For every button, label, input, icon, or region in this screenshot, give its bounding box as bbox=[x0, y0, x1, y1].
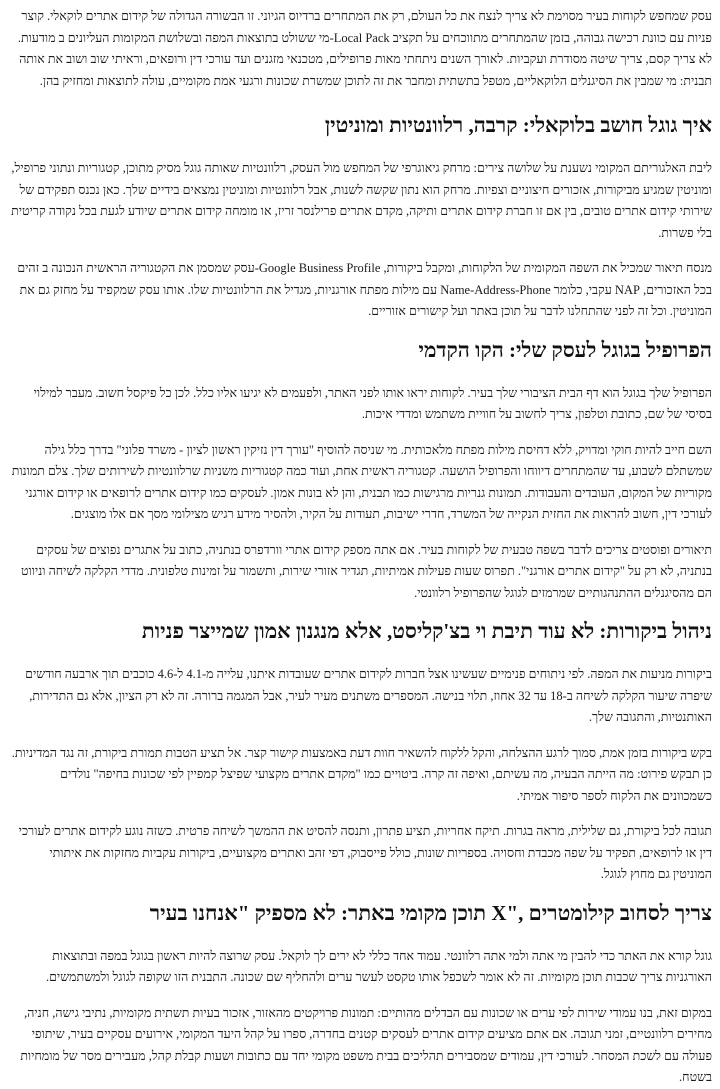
paragraph: ביקורות מניעות את המפה. לפי ניתוחים פנימיים שעשינו אצל חברות לקידום אתרים שעובדות איתנו, עלייה מ-4.1 ל-4.6 כוכבים תוך ארבעה חודשים שיפרה שיעור הקלקה לשיחה ב-18 עד 32 אחוז, תלוי בנישה. המספרים משתנים מעיר לעיר, אבל המגמה ברורה. זה לא רק הציון, אלא גם התדירות, האותנטיות, והתגובה שלך. bbox=[25, 667, 712, 724]
paragraph: השם חייב להיות חוקי ומדויק, ללא דחיסת מילות מפתח מלאכותית. מי שניסה להוסיף "עורך דין נזיקין ראשון לציון - משרד פלוני" בדרך כלל גילה שמשתלם לשבוע, עד שהמתחרים דיווחו והפרופיל הושעה. קטגוריה ראשית אחת, ועוד כמה קטגוריות משניות שרלוונטיות לשירותים שלך. צלם תמונות מקוריות של המקום, העובדים והעבודות. תמונות גנריות מרגישות כמו תבנית, והן לא בונות אמון. לעסקים כמו קידום אתרים לרופאים או קידום אורגני לעורכי דין, חשוב להראות את החזית הנקייה של המשרד, חדרי ישיבות, תעודות על הקיר, ולהסיר מידע רגיש מצילומי מסך אם אלו מוצגים. bbox=[11, 442, 712, 521]
paragraph: תיאורים ופוסטים צריכים לדבר בשפה טבעית של לקוחות בעיר. אם אתה מספק קידום אתרי וורדפרס בנתניה, כתוב על אתגרים נפוצים של עסקים בנתניה, לא רק על "קידום אתרים אורגני". תפרוס שעות פעילות אמיתיות, תגדיר אזורי שירות, ותשמור על זמינות טלפונית. מדדי הקלקה לשיחה וניווט הם מהסיגנלים ההתנהגותיים שמרמזים לגוגל שהפרופיל רלוונטי. bbox=[20, 542, 712, 600]
paragraph: במקום זאת, בנו עמודי שירות לפי ערים או שכונות עם הבדלים מהותיים: תמונות פרויקטים מהאזור, אזכור בעיות תשתית מקומיות, נתיבי גישה, חניה, מחירים רלוונטיים, זמני תגובה. אם אתם מציעים קידום אתרים לעסקים קטנים בחדרה, ספרו על קהל היעד המקומי, אירועים עסקיים בעיר, שיתופי פעולה עם לשכת המסחר. לעורכי דין, עמודים שמסבירים תהליכים בבית משפט מקומי יחד עם כתובות ושעות קבלת קהל, מעבירים מסר של מומחיות בשטח. bbox=[20, 1005, 712, 1084]
paragraph: תגובה לכל ביקורת, גם שלילית, מראה בגרות. תיקח אחריות, תציע פתרון, ותנסה להסיט את ההמשך לשיחה פרטית. כשזה נוגע לקידום אתרים לעורכי דין או לרופאים, תפקיד על שפה מכבדת וחסויה. בספריות שונות, כולל פייסבוק, דפי זהב ואתרים מקצועיים, ביקורות עקביות מחזקות את איתותי המוניטין גם מחוץ לגוגל. bbox=[18, 824, 712, 881]
intro-paragraph: עסק שמחפש לקוחות בעיר מסוימת לא צריך לנצח את כל העולם, רק את המתחרים ברדיוס הגיוני. זו הבשורה הגדולה של קידום אתרים לוקאלי. קוצר פניות עם כוונת רכישה גבוהה, בזמן שהמתחרים מתווכחים על תקציב Local Pack-מי ששולט בתוצאות המפה ובשלושת המקומות העליונים ב מודעות. לא צריך קסם, צריך שיטה מסודרת ועקביות. לאורך השנים ניתחתי מאות פרופילים, מטכנאי מזגנים ועד עורכי דין ורופאים, וראיתי שוב ושוב את אותה תבנית: מי שמבין את הסיגנלים הלוקאליים, מטפל בתשתית ומחבר את זה לתוכן שמשרת שכונות ורגעי אמת מקומיים, עולה לתוצאות ומחזיק בהן. bbox=[17, 9, 712, 88]
section-heading-reviews: ניהול ביקורות: לא עוד תיבת וי בצ'קליסט, אלא מנגנון אמון שמייצר פניות bbox=[141, 619, 712, 643]
paragraph: הפרופיל שלך בגוגל הוא דף הבית הציבורי שלך בעיר. לקוחות יראו אותו לפני האתר, ולפעמים לא יגיעו אליו כלל. לכן כל פיקסל חשוב. מעבר למילוי בסיסי של שם, כתובת וטלפון, צריך לחשוב על חוויית משתמש ומדדי איכות. bbox=[33, 385, 712, 421]
paragraph: גוגל קורא את האתר כדי להבין מי אתה ולמי אתה רלוונטי. עמוד אחד כללי לא ירים לך לוקאל. עסק שרוצה להיות ראשון בגוגל במפה ובתוצאות האורגניות צריך שכבות תוכן מקומיות. זה לא אומר לשכפל אותו טקסט לעשר ערים ולהחליף שם שכונה. התבנית הזו שקופה לגוגל ולמשתמשים. bbox=[46, 948, 712, 984]
paragraph: מנסח תיאור שמכיל את השפה המקומית של הלקוחות, ומקבל ביקורות, Google Business Profile-עסק שמסמן את הקטגוריה הראשית הנכונה ב זהים בכל האזכורים, NAP עקבי, כלומר Name-Address-Phone עם מילות מפתח אורגניות, מגדיל את הרלוונטיות שלו. אותו עסק שמקפיד על מחזק גם את המוניטין. וכל זה לפני שהתחלנו לדבר על תוכן באתר ועל קישורים אזוריים. bbox=[17, 261, 712, 318]
paragraph: בקש ביקורות בזמן אמת, סמוך לרגע ההצלחה, והקל ללקוח להשאיר חוות דעת באמצעות קישור קצר. אל תציע הטבות תמורת ביקורת, זה נגד המדיניות. כן תבקש פירוט: מה הייתה הבעיה, מה עשיתם, ואיפה זה קרה. ביטויים כמו "מקדם אתרים מקצועי שפיצל קמפיין לפי שכונות בחיפה" נולדים כשמכוונים את הלקוח לספר סיפור אמיתי. bbox=[11, 745, 712, 803]
section-heading-google-profile: הפרופיל בגוגל לעסק שלי: הקו הקדמי bbox=[418, 337, 712, 362]
paragraph: ליבת האלגוריתם המקומי נשענת על שלושה צירים: מרחק גיאוגרפי של המחפש מול העסק, רלוונטיות שאותה גוגל מסיק מתוכן, קטגוריות ונתוני פרופיל, ומוניטין שמגיע מביקורות, אזכורים חיצוניים וצפיות. מרחק הוא נתון שקשה לשנות, אבל רלוונטיות ומוניטין נמצאים בידיים שלך. כאן נכנס תפקידם של שירותי קידום אתרים טובים, בין אם זו חברת קידום אתרים ותיקה, מקדם אתרים פרילנסר זריז, או מומחה קידום אתרים שיודע לגעת בכל נקודה קריטית בלי פשרות. bbox=[11, 161, 712, 240]
section-heading-local-content: צריך לסחוב קילומטרים ,"X תוכן מקומי באתר: לא מספיק "אנחנו בעיר bbox=[149, 900, 712, 925]
section-heading-local-algorithm: איך גוגל חושב בלוקאלי: קרבה, רלוונטיות ומוניטין bbox=[324, 113, 712, 137]
